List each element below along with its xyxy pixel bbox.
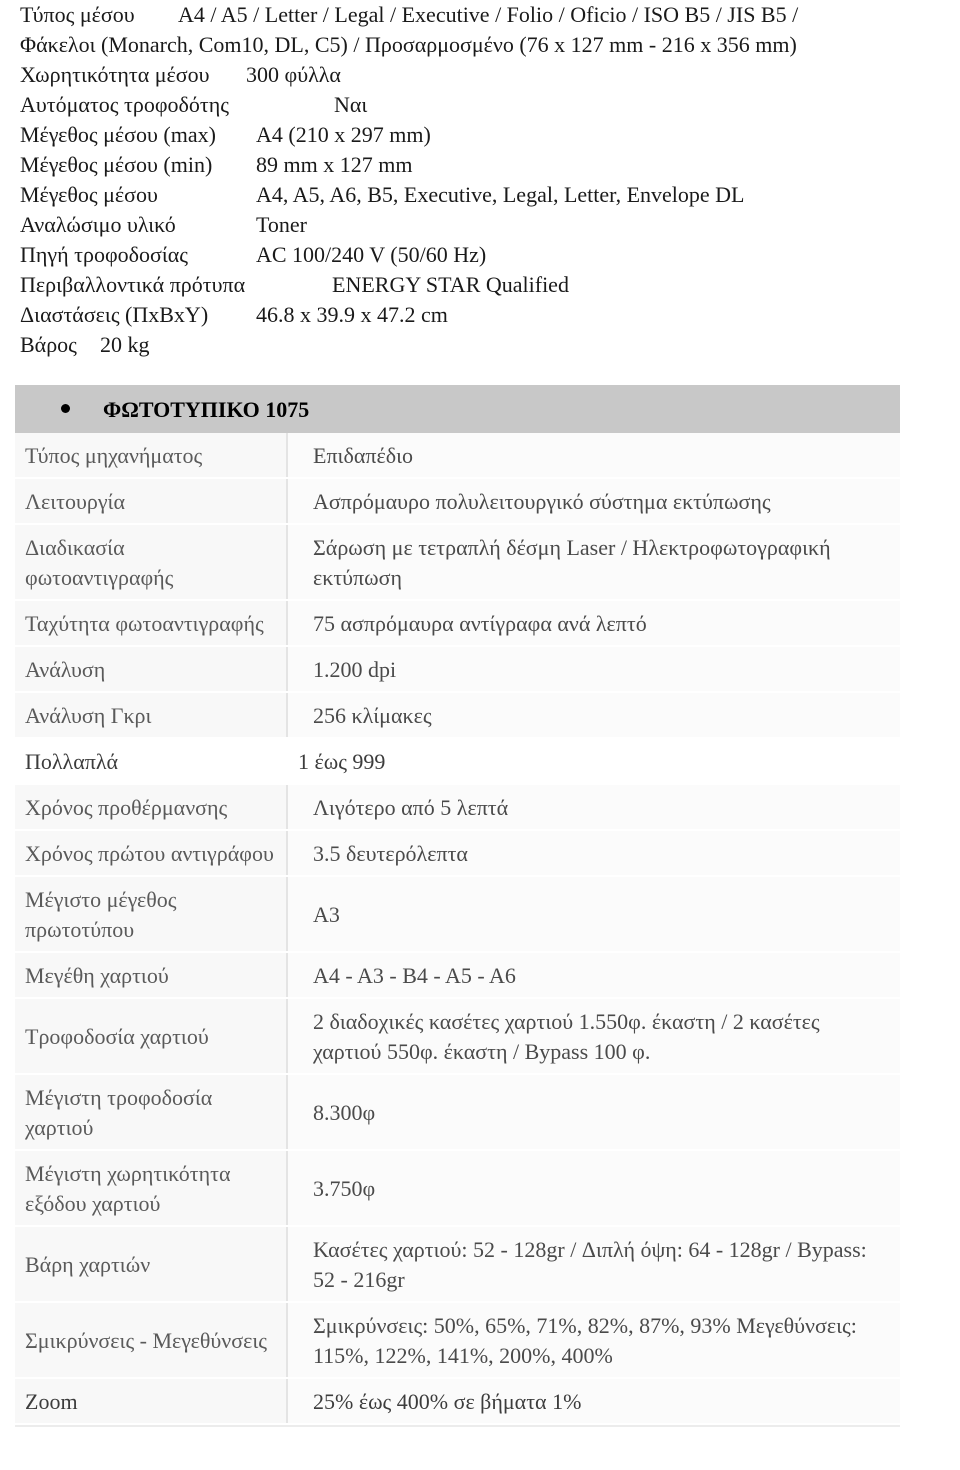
spec-line-media-type-cont (20, 30, 950, 60)
row-value: 3.5 δευτερόλεπτα (288, 831, 900, 875)
spec-value: 46.8 x 39.9 x 47.2 cm (256, 302, 448, 327)
row-label: Ανάλυση (15, 647, 288, 691)
spec-value: Φάκελοι (Monarch, Com10, DL, C5) / Προσαρμοσμένο (76 x 127 mm - 216 x 356 mm) (20, 32, 797, 57)
row-value: Ασπρόμαυρο πολυλειτουργικό σύστημα εκτύπωσης (288, 479, 900, 523)
row-label: Μεγέθη χαρτιού (15, 953, 288, 997)
row-label: Τροφοδοσία χαρτιού (15, 999, 288, 1073)
copier-title: ΦΩΤΟΤΥΠΙΚΟ 1075 (103, 397, 310, 422)
row-label: Μέγιστη χωρητικότητα εξόδου χαρτιού (15, 1151, 288, 1225)
row-value: Σμικρύνσεις: 50%, 65%, 71%, 82%, 87%, 93% Μεγεθύνσεις: 115%, 122%, 141%, 200%, 400% (288, 1303, 900, 1377)
row-label: Χρόνος πρώτου αντιγράφου (15, 831, 288, 875)
table-row (15, 831, 900, 877)
table-row (15, 693, 900, 739)
spec-value: 89 mm x 127 mm (256, 152, 413, 177)
row-label: Σμικρύνσεις - Μεγεθύνσεις (15, 1303, 288, 1377)
spec-key: Αναλώσιμο υλικό (20, 212, 176, 237)
row-value: Κασέτες χαρτιού: 52 - 128gr / Διπλή όψη: 64 - 128gr / Bypass: 52 - 216gr (288, 1227, 900, 1301)
row-value: 1.200 dpi (288, 647, 900, 691)
table-row (15, 525, 900, 601)
row-label: Μέγιστο μέγεθος πρωτοτύπου (15, 877, 288, 951)
row-label: Λειτουργία (15, 479, 288, 523)
spec-line-media-size-max (20, 120, 950, 150)
row-label: Zoom (15, 1379, 288, 1423)
row-value: A3 (288, 877, 900, 951)
row-label: Μέγιστη τροφοδοσία χαρτιού (15, 1075, 288, 1149)
spec-value: 300 φύλλα (246, 62, 341, 87)
table-row (15, 1303, 900, 1379)
spec-value: Toner (256, 212, 307, 237)
spec-value: A4, A5, A6, B5, Executive, Legal, Letter, Envelope DL (256, 182, 745, 207)
bullet-icon (61, 404, 70, 413)
row-label: Τύπος μηχανήματος (15, 433, 288, 477)
table-row (15, 999, 900, 1075)
spec-key: Περιβαλλοντικά πρότυπα (20, 272, 246, 297)
copier-table-header (15, 385, 900, 433)
row-value: 25% έως 400% σε βήματα 1% (288, 1379, 900, 1423)
row-label: Χρόνος προθέρμανσης (15, 785, 288, 829)
spec-line-media-size (20, 180, 950, 210)
spec-key: Μέγεθος μέσου (max) (20, 122, 216, 147)
table-row (15, 647, 900, 693)
spec-line-media-type (20, 0, 950, 30)
spec-value: A4 / A5 / Letter / Legal / Executive / Folio / Oficio / ISO B5 / JIS B5 / (178, 2, 799, 27)
row-value: Επιδαπέδιο (288, 433, 900, 477)
spec-key: Βάρος (20, 332, 77, 357)
spec-line-dimensions (20, 300, 950, 330)
spec-value: 20 kg (100, 332, 150, 357)
spec-key: Πηγή τροφοδοσίας (20, 242, 189, 267)
spec-value: Ναι (334, 92, 368, 117)
table-row (15, 1075, 900, 1151)
spec-value: AC 100/240 V (50/60 Hz) (256, 242, 487, 267)
copier-table-body (15, 433, 900, 1427)
table-row (15, 433, 900, 479)
row-label: Ταχύτητα φωτοαντιγραφής (15, 601, 288, 645)
spec-line-auto-feeder (20, 90, 950, 120)
row-value: A4 - A3 - B4 - A5 - A6 (288, 953, 900, 997)
spec-line-media-size-min (20, 150, 950, 180)
table-row (15, 785, 900, 831)
row-value: 256 κλίμακες (288, 693, 900, 737)
row-value: 3.750φ (288, 1151, 900, 1225)
copier-spec-table (15, 385, 900, 1427)
spec-line-environment (20, 270, 950, 300)
row-label: Διαδικασία φωτοαντιγραφής (15, 525, 288, 599)
spec-line-consumable (20, 210, 950, 240)
row-label: Ανάλυση Γκρι (15, 693, 288, 737)
spec-key: Τύπος μέσου (20, 2, 135, 27)
spec-key: Χωρητικότητα μέσου (20, 62, 210, 87)
row-value: 75 ασπρόμαυρα αντίγραφα ανά λεπτό (288, 601, 900, 645)
table-row (15, 953, 900, 999)
row-value: 8.300φ (288, 1075, 900, 1149)
row-value: Σάρωση με τετραπλή δέσμη Laser / Ηλεκτροφωτογραφική εκτύπωση (288, 525, 900, 599)
spec-value: A4 (210 x 297 mm) (256, 122, 431, 147)
table-row (15, 1151, 900, 1227)
spec-key: Διαστάσεις (ΠxΒxΥ) (20, 302, 209, 327)
spec-value: ENERGY STAR Qualified (332, 272, 569, 297)
spec-line-power-source (20, 240, 950, 270)
row-label: Πολλαπλά (15, 739, 288, 783)
spec-key: Μέγεθος μέσου (min) (20, 152, 213, 177)
row-value: 2 διαδοχικές κασέτες χαρτιού 1.550φ. έκαστη / 2 κασέτες χαρτιού 550φ. έκαστη / Bypass 100 φ. (288, 999, 900, 1073)
table-row (15, 1227, 900, 1303)
row-label: Βάρη χαρτιών (15, 1227, 288, 1301)
row-value: Λιγότερο από 5 λεπτά (288, 785, 900, 829)
table-row (15, 479, 900, 525)
spec-key: Αυτόματος τροφοδότης (20, 92, 229, 117)
row-value: 1 έως 999 (288, 739, 900, 783)
table-row (15, 601, 900, 647)
table-row (15, 739, 900, 785)
table-row (15, 877, 900, 953)
spec-line-weight (20, 330, 950, 360)
table-row (15, 1379, 900, 1425)
spec-key: Μέγεθος μέσου (20, 182, 158, 207)
spec-line-media-capacity (20, 60, 950, 90)
printer-spec-list (20, 0, 950, 360)
